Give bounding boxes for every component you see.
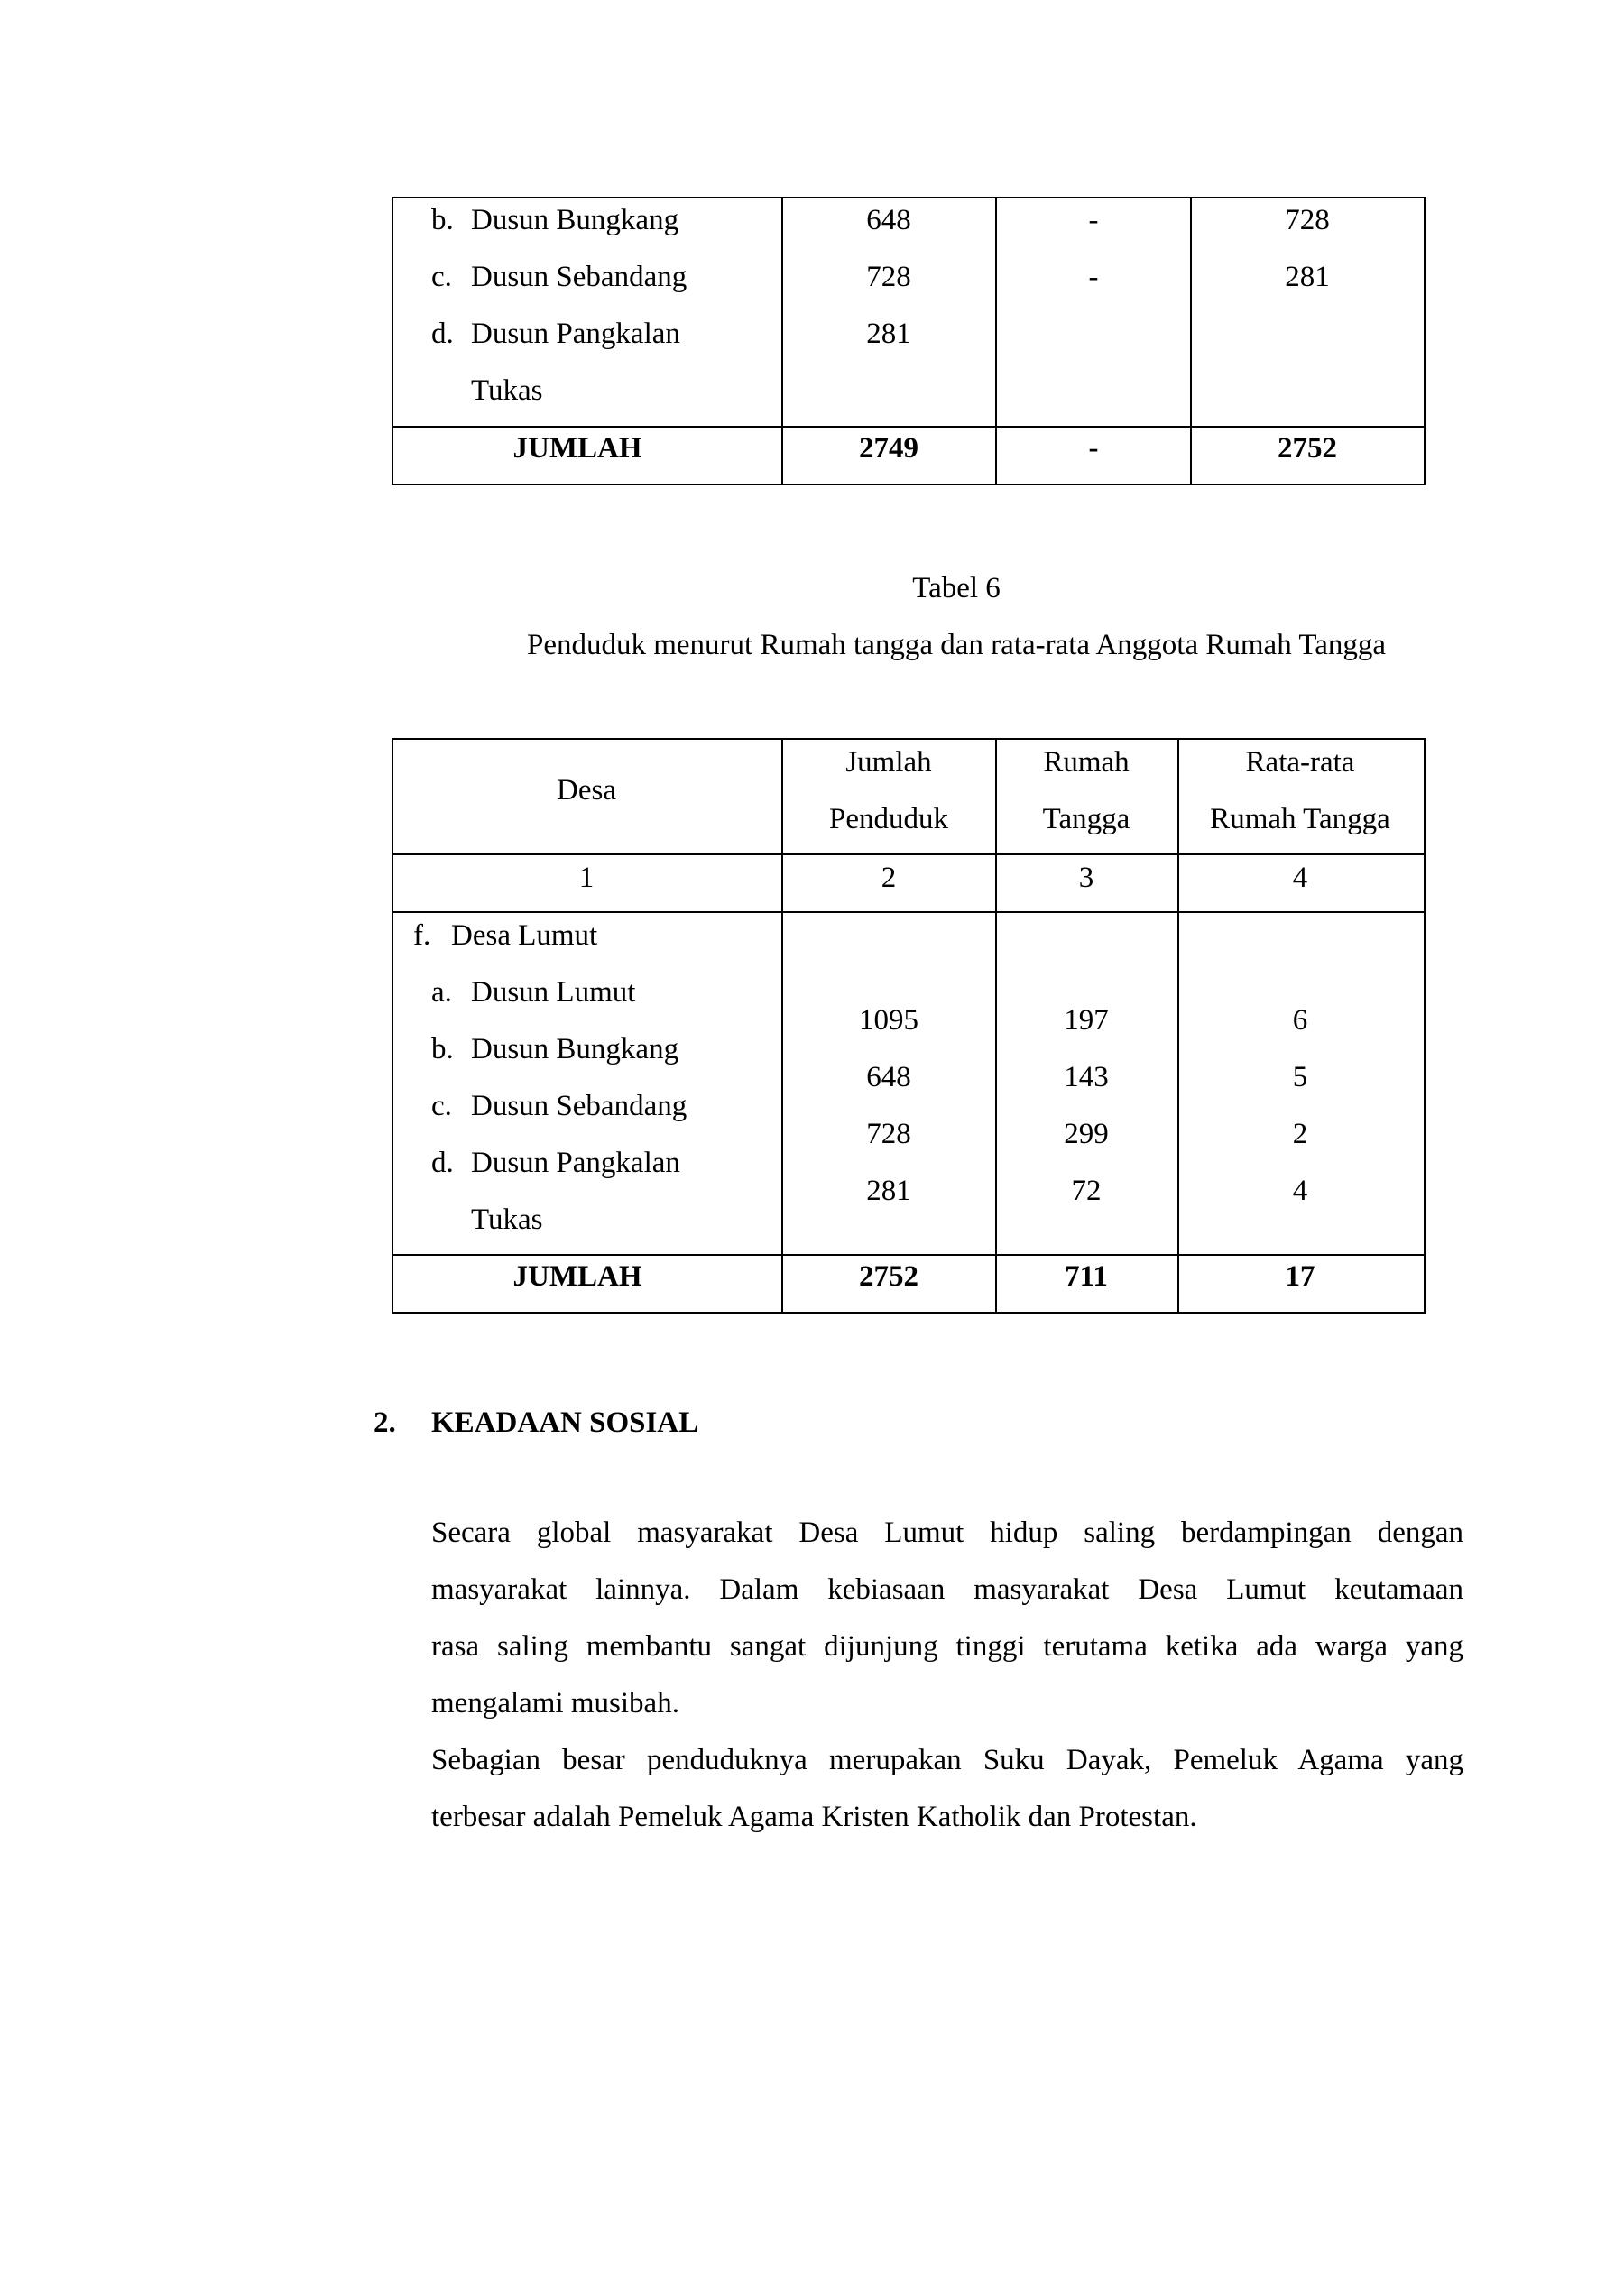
paragraph-line: terbesar adalah Pemeluk Agama Kristen Katholik dan Protestan. bbox=[431, 1801, 1197, 1833]
total-label: JUMLAH bbox=[512, 432, 642, 465]
paragraph-line: mengalami musibah. bbox=[431, 1687, 679, 1720]
total-value: - bbox=[1088, 432, 1099, 465]
header-rumah: Rumah bbox=[1043, 746, 1130, 779]
village-name: Desa Lumut bbox=[451, 919, 598, 952]
total-rata-rata: 17 bbox=[1285, 1260, 1315, 1293]
paragraph-line: Sebagian besar penduduknya merupakan Suku Dayak, Pemeluk Agama yang bbox=[431, 1744, 1463, 1776]
paragraph-line: masyarakat lainnya. Dalam kebiasaan masyarakat Desa Lumut keutamaan bbox=[431, 1573, 1463, 1606]
hamlet-letter: d. bbox=[431, 1147, 454, 1179]
column-number: 3 bbox=[1078, 862, 1094, 894]
penduduk-value: 648 bbox=[866, 1061, 911, 1093]
row-name: Dusun Bungkang bbox=[471, 204, 679, 236]
row-letter: c. bbox=[431, 261, 452, 293]
column-number: 4 bbox=[1292, 862, 1308, 894]
village-letter: f. bbox=[413, 919, 431, 952]
row-name: Dusun Pangkalan bbox=[471, 318, 680, 350]
rumah-tangga-value: 299 bbox=[1064, 1118, 1109, 1150]
header-penduduk: Penduduk bbox=[829, 803, 948, 835]
paragraph-2 bbox=[431, 1732, 1463, 1846]
rumah-tangga-value: 197 bbox=[1064, 1004, 1109, 1037]
penduduk-value: 281 bbox=[866, 1175, 911, 1207]
row-letter: d. bbox=[431, 318, 454, 350]
hamlet-name: Dusun Pangkalan bbox=[471, 1147, 680, 1179]
penduduk-value: 1095 bbox=[859, 1004, 918, 1037]
total-penduduk: 2752 bbox=[859, 1260, 918, 1293]
hamlet-name: Dusun Sebandang bbox=[471, 1090, 687, 1122]
rata-rata-value: 4 bbox=[1292, 1175, 1308, 1207]
total-value: 2752 bbox=[1278, 432, 1337, 465]
penduduk-value: 728 bbox=[866, 1118, 911, 1150]
hamlet-name: Dusun Bungkang bbox=[471, 1033, 679, 1065]
cell-value: 281 bbox=[866, 318, 911, 350]
cell-value: - bbox=[1088, 204, 1099, 236]
hamlet-letter: c. bbox=[431, 1090, 452, 1122]
table-caption-number: Tabel 6 bbox=[912, 572, 1001, 604]
cell-value: - bbox=[1088, 261, 1099, 293]
paragraph-line: Secara global masyarakat Desa Lumut hidup saling berdampingan dengan bbox=[431, 1517, 1463, 1549]
header-desa: Desa bbox=[557, 774, 616, 807]
cell-value: 648 bbox=[866, 204, 911, 236]
rumah-tangga-value: 72 bbox=[1071, 1175, 1102, 1207]
row-name: Tukas bbox=[471, 374, 543, 407]
rumah-tangga-value: 143 bbox=[1064, 1061, 1109, 1093]
total-label: JUMLAH bbox=[512, 1260, 642, 1293]
cell-value: 728 bbox=[866, 261, 911, 293]
column-number: 2 bbox=[881, 862, 897, 894]
rata-rata-value: 5 bbox=[1292, 1061, 1308, 1093]
hamlet-name: Dusun Lumut bbox=[471, 976, 636, 1009]
table-caption-title: Penduduk menurut Rumah tangga dan rata-rata Anggota Rumah Tangga bbox=[526, 629, 1387, 661]
column-number: 1 bbox=[578, 862, 595, 894]
section-title: KEADAAN SOSIAL bbox=[431, 1406, 699, 1439]
rata-rata-value: 2 bbox=[1292, 1118, 1308, 1150]
paragraph-1 bbox=[431, 1505, 1463, 1732]
rata-rata-value: 6 bbox=[1292, 1004, 1308, 1037]
cell-value: 281 bbox=[1285, 261, 1330, 293]
hamlet-name: Tukas bbox=[471, 1203, 543, 1236]
row-letter: b. bbox=[431, 204, 454, 236]
hamlet-letter: a. bbox=[431, 976, 452, 1009]
paragraph-line: rasa saling membantu sangat dijunjung tinggi terutama ketika ada warga yang bbox=[431, 1630, 1463, 1663]
header-tangga: Tangga bbox=[1042, 803, 1130, 835]
hamlet-letter: b. bbox=[431, 1033, 454, 1065]
header-jumlah: Jumlah bbox=[845, 746, 932, 779]
header-rata-rata: Rata-rata bbox=[1245, 746, 1355, 779]
cell-value: 728 bbox=[1285, 204, 1330, 236]
header-rumah-tangga: Rumah Tangga bbox=[1210, 803, 1390, 835]
total-rumah-tangga: 711 bbox=[1065, 1260, 1108, 1293]
row-name: Dusun Sebandang bbox=[471, 261, 687, 293]
total-value: 2749 bbox=[859, 432, 918, 465]
section-number: 2. bbox=[374, 1406, 396, 1439]
